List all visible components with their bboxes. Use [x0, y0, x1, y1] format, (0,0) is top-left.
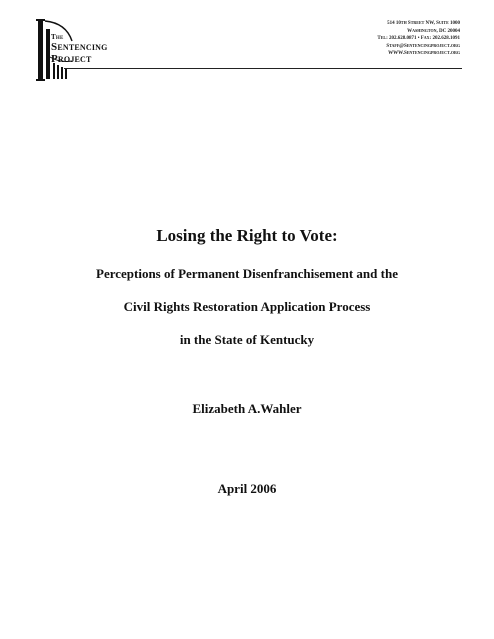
address-website: WWW.Sentencingproject.org	[388, 51, 460, 56]
logo-sentencing: Sentencing	[51, 41, 108, 53]
address-city: Washington, DC 20004	[407, 28, 460, 34]
logo-the: The	[51, 33, 64, 41]
header-divider	[64, 68, 462, 69]
document-subtitle-line-1: Perceptions of Permanent Disenfranchisement and the	[96, 266, 398, 281]
logo-wordmark	[51, 34, 108, 66]
document-date: April 2006	[217, 481, 277, 496]
address-street: 514 10th Street NW, Suite 1000	[387, 21, 460, 26]
sentencing-project-logo	[36, 17, 146, 83]
document-title: Losing the Right to Vote:	[156, 226, 338, 245]
document-subtitle-line-3: in the State of Kentucky	[179, 332, 315, 347]
logo-project: Project	[51, 53, 92, 65]
contact-address-block	[377, 20, 460, 58]
address-email: Staff@Sentencingproject.org	[386, 43, 460, 49]
address-phone-fax: Tel: 202.628.0871 • Fax: 202.628.1091	[377, 36, 460, 41]
document-author: Elizabeth A.Wahler	[192, 401, 302, 416]
document-subtitle-line-2: Civil Rights Restoration Application Process	[123, 299, 371, 314]
